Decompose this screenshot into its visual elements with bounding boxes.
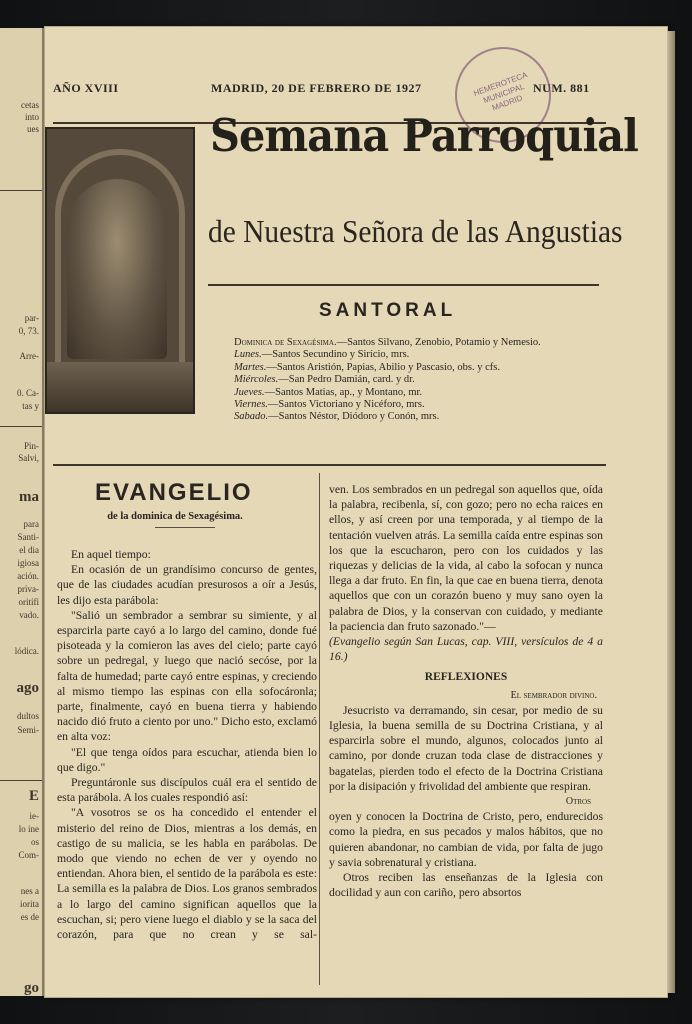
issue-number: NUM. 881 [533, 81, 590, 95]
santoral-day: Lunes. [234, 349, 262, 361]
evangelio-rule [155, 527, 215, 528]
reflexiones-paragraph: Jesucristo va derramando, sin cesar, por medio de su Iglesia, la buena semilla de su Doctrina Cristiana, y al esparcirla sobre el mundo, algunos, colocados junto al camino, por donde cruzan toda clase de distracciones y bagatelas, pierden todo el efecto de la Doctrina Cristiana por la disipación y frivolidad del ambiente que respiran. [329, 703, 603, 793]
santoral-day: Jueves. [234, 386, 265, 398]
gospel-continuation: ven. Los sembrados en un pedregal son aquellos que, oída la palabra, recibenla, sí, con gozo; pero no echa raices en ellos, y así creen por una temporada, y al tiempo de la tentación vuelven atrás. La semilla caída entre espinas son los que la escucharon, pero con los cuidados y las riquezas y delicias de la vida, al cabo la sofocan y nunca llega a dar fruto. En fin, la que cae en buena tierra, denota aquellos que con un corazón bueno y muy sano oyen la palabra de Dios, y la conservan con cuidado, y mediante la paciencia dan fruto sazonado."— [329, 483, 603, 633]
santoral-saints: —Santos Aristión, Papias, Abilio y Pascasio, obs. y cfs. [266, 361, 500, 373]
santoral-row [234, 387, 599, 399]
gospel-paragraph: En ocasión de un grandísimo concurso de gentes, que de las ciudades acudían presurosos a oír a Jesús, les dijo esta parábola: [57, 563, 317, 607]
santoral-day: Sabado. [234, 411, 269, 423]
prev-fragment: igiosa [17, 558, 39, 568]
gospel-citation: (Evangelio según San Lucas, cap. VIII, versículos de 4 a 16.) [329, 635, 603, 664]
santoral-day: Martes. [234, 361, 267, 373]
evangelio-heading: EVANGELIO [95, 479, 253, 506]
prev-fragment: ues [27, 124, 39, 134]
santoral-row [234, 399, 599, 411]
prev-fragment: cetas [21, 100, 39, 110]
reflexiones-paragraph: oyen y conocen la Doctrina de Cristo, pero, endurecidos como la piedra, en sus pecados y malos hábitos, que no quieren abandonar, no cambian de vida, por falta de jugo y savia sobrenatural y cristiana. [329, 810, 603, 869]
prev-fragment: Semi- [17, 725, 39, 735]
stamp-text: HEMEROTECA MUNICIPAL MADRID [472, 70, 529, 113]
prev-fragment: Pin- [23, 441, 39, 451]
prev-fragment: ago [16, 680, 39, 696]
santoral-row [234, 362, 599, 374]
issue-date: MADRID, 20 DE FEBRERO DE 1927 [211, 81, 422, 95]
prev-fragment: 0, 73. [18, 326, 39, 336]
santoral-row [234, 349, 599, 361]
prev-divider [0, 426, 42, 427]
santoral-saints: —Santos Secundino y Sirício, mrs. [261, 349, 410, 361]
santoral-dominica-text: —Santos Silvano, Zenobio, Potamio y Nemesio. [336, 337, 541, 348]
prev-fragment: 0. Ca- [17, 388, 39, 398]
prev-fragment: iorita [20, 899, 39, 909]
column-divider [319, 473, 320, 985]
prev-fragment: par- [24, 313, 39, 323]
santoral-row [234, 411, 599, 423]
prev-fragment: Salvi, [18, 453, 39, 463]
prev-fragment: vado. [19, 610, 39, 620]
previous-page-edge [0, 28, 44, 996]
gospel-paragraph: Preguntáronle sus discípulos cuál era el sentido de esta parábola. A los cuales respondió así: [57, 776, 317, 805]
gospel-paragraph: "Salió un sembrador a sembrar su simiente, y al esparcirla parte cayó a lo largo del camino, donde fué pisoteada y la comieron las aves del cielo; parte cayó sobre un pedregal, y luego que nació secóse, por la falta de humedad; parte cayó entre espinas, y creciendo al mismo tiempo las espinas con ella sofocáronla; parte, finalmente, cayó en buena tierra y habiendo nacido dió fruto a ciento por uno." Dicho esto, exclamó en alta voz: [57, 608, 317, 744]
gospel-paragraph: En aquel tiempo: [71, 548, 151, 561]
santoral-list [234, 337, 599, 424]
masthead-meta [53, 81, 613, 101]
reflexiones-paragraph: Otros reciben las enseñanzas de la Iglesia con docilidad y aun con cariño, pero absortos [329, 871, 603, 900]
prev-fragment: ie- [29, 811, 39, 821]
santoral-day: Miércoles. [234, 374, 279, 386]
prev-divider [0, 190, 42, 191]
santoral-saints: —Santos Victoriano y Nicéforo, mrs. [267, 399, 425, 411]
newspaper-subtitle: de Nuestra Señora de las Angustias [208, 213, 623, 249]
right-column [329, 482, 603, 900]
santoral-dominica-label: Dominica de Sexagésima. [234, 337, 337, 348]
prev-fragment: para [23, 519, 39, 529]
prev-fragment: ación. [17, 571, 39, 581]
reflexiones-otros-label: Otros [565, 796, 591, 808]
reflexiones-section-label: El sembrador divino. [510, 689, 597, 701]
evangelio-subheading: de la dominica de Sexagésima. [107, 511, 243, 522]
prev-fragment: es de [20, 912, 39, 922]
prev-fragment: nes a [20, 886, 39, 896]
santoral-saints: —Santos Matias, ap., y Montano, mr. [264, 386, 423, 398]
reflexiones-heading: REFLEXIONES [424, 671, 508, 684]
santoral-day: Viernes. [234, 399, 268, 411]
prev-fragment: tas y [22, 401, 39, 411]
gospel-paragraph: "A vosotros se os ha concedido el entender el misterio del reino de Dios, mientras a los demás, en castigo de su malicia, se les habla en parábolas. De modo que viendo no echen de ver y oyendo no entiendan. Ahora bien, el sentido de la parábola es este: La semilla es la palabra de Dios. Los granos sembrados a lo largo del camino significan aquellos que la escuchan, si; pero viene luego el diablo y se la saca del corazón, para que no crean y se sal- [57, 806, 317, 942]
prev-fragment: Santi- [17, 532, 39, 542]
prev-fragment: lo ine [18, 824, 39, 834]
left-column [57, 547, 317, 942]
gospel-paragraph: "El que tenga oídos para escuchar, atienda bien lo que digo." [57, 745, 317, 774]
prev-fragment: Com- [18, 850, 39, 860]
santoral-row [234, 337, 599, 349]
subtitle-rule [208, 284, 599, 286]
altar-floor [47, 362, 195, 412]
section-rule [53, 464, 606, 466]
prev-divider [0, 780, 42, 781]
prev-fragment: lódica. [14, 646, 39, 656]
santoral-heading: SANTORAL [319, 300, 457, 321]
prev-fragment: el dia [19, 545, 39, 555]
prev-fragment: oritífi [18, 597, 39, 607]
issue-year: AÑO XVIII [53, 81, 119, 95]
santoral-saints: —Santos Néstor, Diódoro y Conón, mrs. [268, 411, 440, 423]
prev-fragment: E [28, 788, 39, 804]
newspaper-page [44, 26, 668, 998]
prev-fragment: ma [19, 489, 39, 505]
prev-fragment: priva- [17, 584, 39, 594]
prev-fragment: go [24, 980, 39, 996]
newspaper-title: Semana Parroquial [210, 109, 638, 162]
prev-fragment: dultos [16, 711, 39, 721]
church-altar-photo [45, 127, 195, 414]
altar-image [67, 179, 167, 359]
prev-fragment: Arre- [19, 351, 39, 361]
santoral-row [234, 374, 599, 386]
santoral-saints: —San Pedro Damián, card. y dr. [278, 374, 415, 386]
prev-fragment: os [30, 837, 39, 847]
prev-fragment: into [24, 112, 39, 122]
